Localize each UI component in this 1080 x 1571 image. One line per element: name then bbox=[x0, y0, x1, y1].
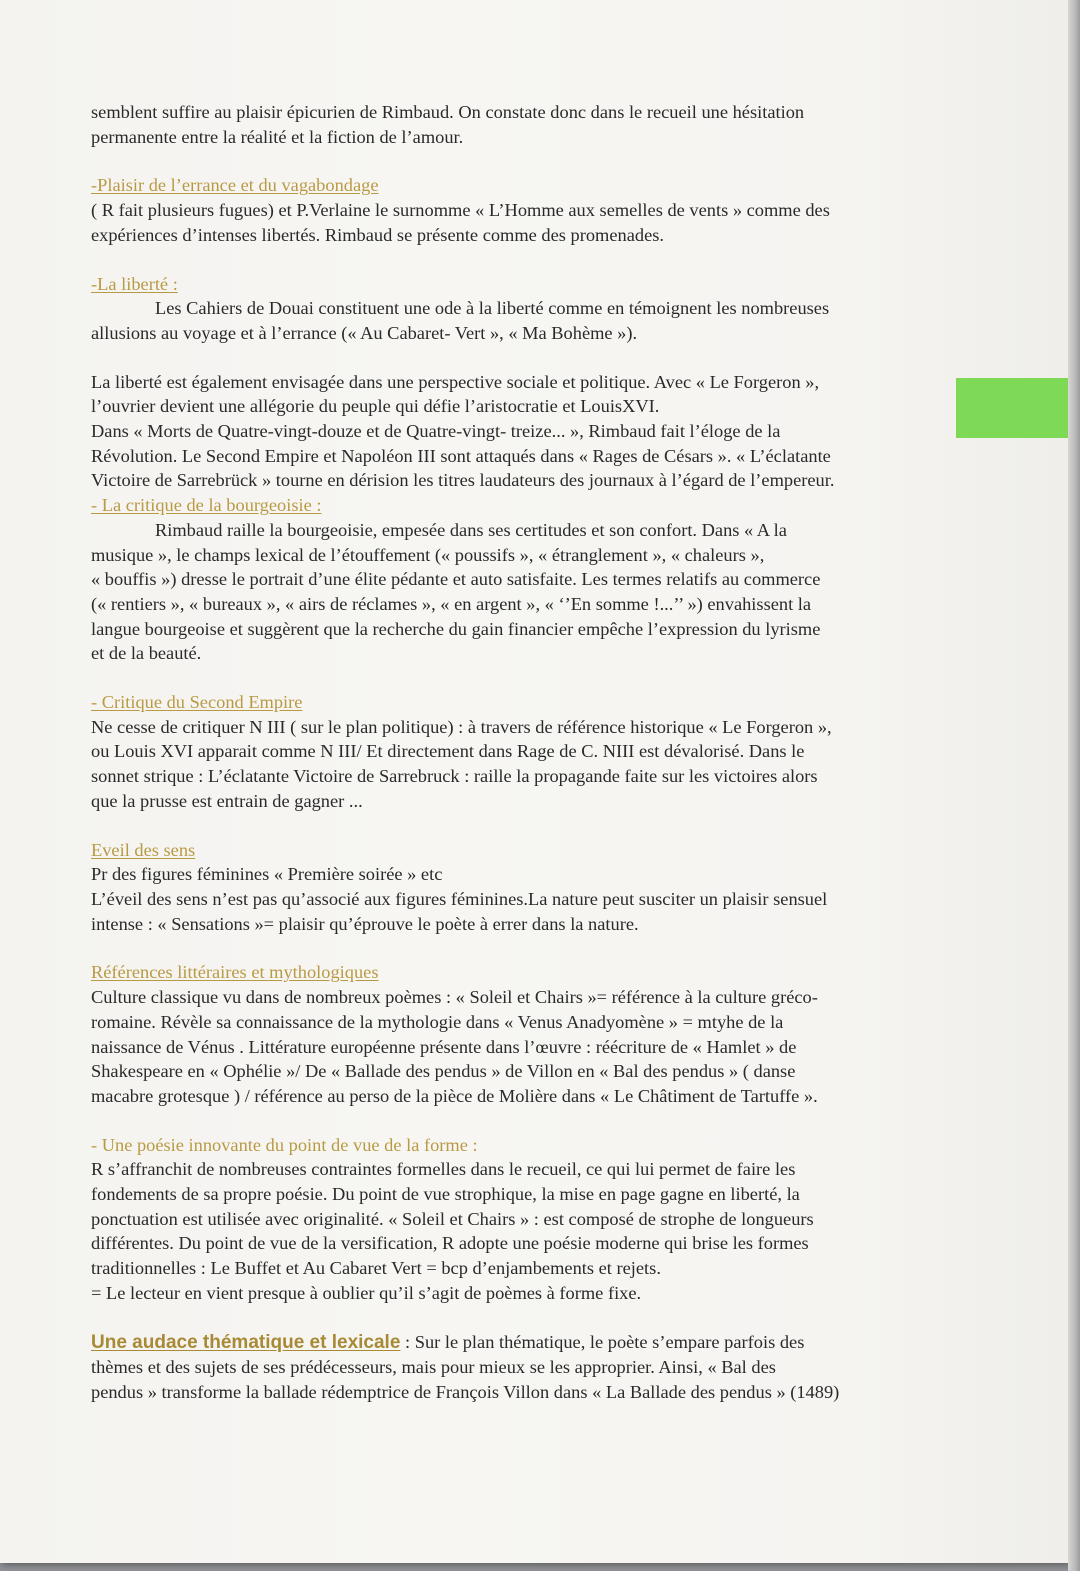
text-line: Révolution. Le Second Empire et Napoléon III sont attaqués dans « Rages de Césars ». « L’éclatante bbox=[91, 445, 831, 466]
text-line: R s’affranchit de nombreuses contraintes formelles dans le recueil, ce qui lui permet de faire les bbox=[91, 1159, 796, 1180]
text-line: allusions au voyage et à l’errance (« Au Cabaret- Vert », « Ma Bohème »). bbox=[91, 322, 638, 343]
text-line: Rimbaud raille la bourgeoisie, empesée dans ses certitudes et son confort. Dans « A la bbox=[155, 519, 787, 540]
text-line: fondements de sa propre poésie. Du point de vue strophique, la mise en page gagne en liberté, la bbox=[91, 1184, 800, 1205]
text-line: ponctuation est utilisée avec originalité. « Soleil et Chairs » : est composé de strophe de longueurs bbox=[91, 1208, 814, 1229]
section-references bbox=[91, 960, 959, 1108]
text-line: (« rentiers », « bureaux », « airs de réclames », « en argent », « ‘’En somme !...’’ ») envahissent la bbox=[91, 593, 812, 614]
green-bookmark-tab bbox=[956, 378, 1068, 438]
text-line: Les Cahiers de Douai constituent une ode à la liberté comme en témoignent les nombreuses bbox=[155, 298, 830, 319]
section-heading: -Plaisir de l’errance et du vagabondage bbox=[91, 175, 379, 196]
text-line: musique », le champs lexical de l’étouffement (« poussifs », « étranglement », « chaleurs », bbox=[91, 544, 765, 565]
text-fragment: : Sur le plan thématique, le poète s’empare parfois des bbox=[400, 1331, 805, 1352]
text-line: expériences d’intenses libertés. Rimbaud se présente comme des promenades. bbox=[91, 224, 664, 245]
text-line: = Le lecteur en vient presque à oublier qu’il s’agit de poèmes à forme fixe. bbox=[91, 1282, 642, 1303]
text-line: traditionnelles : Le Buffet et Au Cabaret Vert = bcp d’enjambements et rejets. bbox=[91, 1258, 661, 1279]
text-line: Pr des figures féminines « Première soirée » etc bbox=[91, 864, 443, 885]
text-line: ( R fait plusieurs fugues) et P.Verlaine le surnomme « L’Homme aux semelles de vents » comme des bbox=[91, 200, 830, 221]
page-edge bbox=[1068, 0, 1080, 1571]
text-line: La liberté est également envisagée dans une perspective sociale et politique. Avec « Le Forgeron », bbox=[91, 371, 820, 392]
text-line: que la prusse est entrain de gagner ... bbox=[91, 790, 363, 811]
section-heading: - La critique de la bourgeoisie : bbox=[91, 495, 322, 516]
section-heading: Références littéraires et mythologiques bbox=[91, 962, 379, 983]
text-line: L’éveil des sens n’est pas qu’associé aux figures féminines.La nature peut susciter un plaisir sensuel bbox=[91, 888, 828, 909]
text-line: « bouffis ») dresse le portrait d’une élite pédante et auto satisfaite. Les termes relatifs au commerce bbox=[91, 569, 821, 590]
text-line: et de la beauté. bbox=[91, 643, 202, 664]
section-liberte bbox=[91, 272, 959, 494]
section-second-empire bbox=[91, 690, 959, 814]
text-line: intense : « Sensations »= plaisir qu’éprouve le poète à errer dans la nature. bbox=[91, 913, 639, 934]
text-line: ou Louis XVI apparait comme N III/ Et directement dans Rage de C. NIII est dévalorisé. Dans le bbox=[91, 741, 805, 762]
text-line: romaine. Révèle sa connaissance de la mythologie dans « Venus Anadyomène » = mtyhe de la bbox=[91, 1011, 784, 1032]
text-line: Culture classique vu dans de nombreux poèmes : « Soleil et Chairs »= référence à la culture gréco- bbox=[91, 987, 818, 1008]
section-heading: - Critique du Second Empire bbox=[91, 692, 303, 713]
section-heading: Une audace thématique et lexicale bbox=[91, 1331, 401, 1353]
text-line: langue bourgeoise et suggèrent que la recherche du gain financier empêche l’expression du lyrisme bbox=[91, 618, 821, 639]
text-line: Ne cesse de critiquer N III ( sur le plan politique) : à travers de référence historique « Le Forgeron », bbox=[91, 716, 832, 737]
text-line: Dans « Morts de Quatre-vingt-douze et de Quatre-vingt- treize... », Rimbaud fait l’éloge de la bbox=[91, 421, 781, 442]
text-line: permanente entre la réalité et la fiction de l’amour. bbox=[91, 126, 464, 147]
text-line: naissance de Vénus . Littérature européenne présente dans l’œuvre : réécriture de « Hamlet » de bbox=[91, 1036, 797, 1057]
text-line: sonnet strique : L’éclatante Victoire de Sarrebruck : raille la propagande faite sur les victoires alors bbox=[91, 766, 818, 787]
text-line: thèmes et des sujets de ses prédécesseurs, mais pour mieux se les approprier. Ainsi, « Bal des bbox=[91, 1357, 776, 1378]
text-line: macabre grotesque ) / référence au perso de la pièce de Molière dans « Le Châtiment de Tartuffe ». bbox=[91, 1085, 818, 1106]
text-line: Shakespeare en « Ophélie »/ De « Ballade des pendus » de Villon en « Bal des pendus » ( danse bbox=[91, 1061, 796, 1082]
intro-paragraph bbox=[91, 100, 959, 149]
section-audace bbox=[91, 1330, 959, 1405]
text-line: Victoire de Sarrebrück » tourne en dérision les titres laudateurs des journaux à l’égard de l’empereur. bbox=[91, 470, 835, 491]
section-bourgeoisie bbox=[91, 493, 959, 666]
section-heading: - Une poésie innovante du point de vue de la forme : bbox=[91, 1134, 478, 1155]
section-heading: -La liberté : bbox=[91, 273, 178, 294]
section-forme bbox=[91, 1133, 959, 1306]
text-line: semblent suffire au plaisir épicurien de Rimbaud. On constate donc dans le recueil une hésitation bbox=[91, 102, 805, 122]
text-line: pendus » transforme la ballade rédemptrice de François Villon dans « La Ballade des pendus » (1489) bbox=[91, 1381, 840, 1402]
section-errance bbox=[91, 173, 959, 247]
section-eveil-sens bbox=[91, 838, 959, 937]
text-line: différentes. Du point de vue de la versification, R adopte une poésie moderne qui brise les formes bbox=[91, 1233, 809, 1254]
text-line: l’ouvrier devient une allégorie du peuple qui défie l’aristocratie et LouisXVI. bbox=[91, 396, 660, 417]
document-body bbox=[91, 100, 959, 1405]
section-heading: Eveil des sens bbox=[91, 839, 196, 860]
